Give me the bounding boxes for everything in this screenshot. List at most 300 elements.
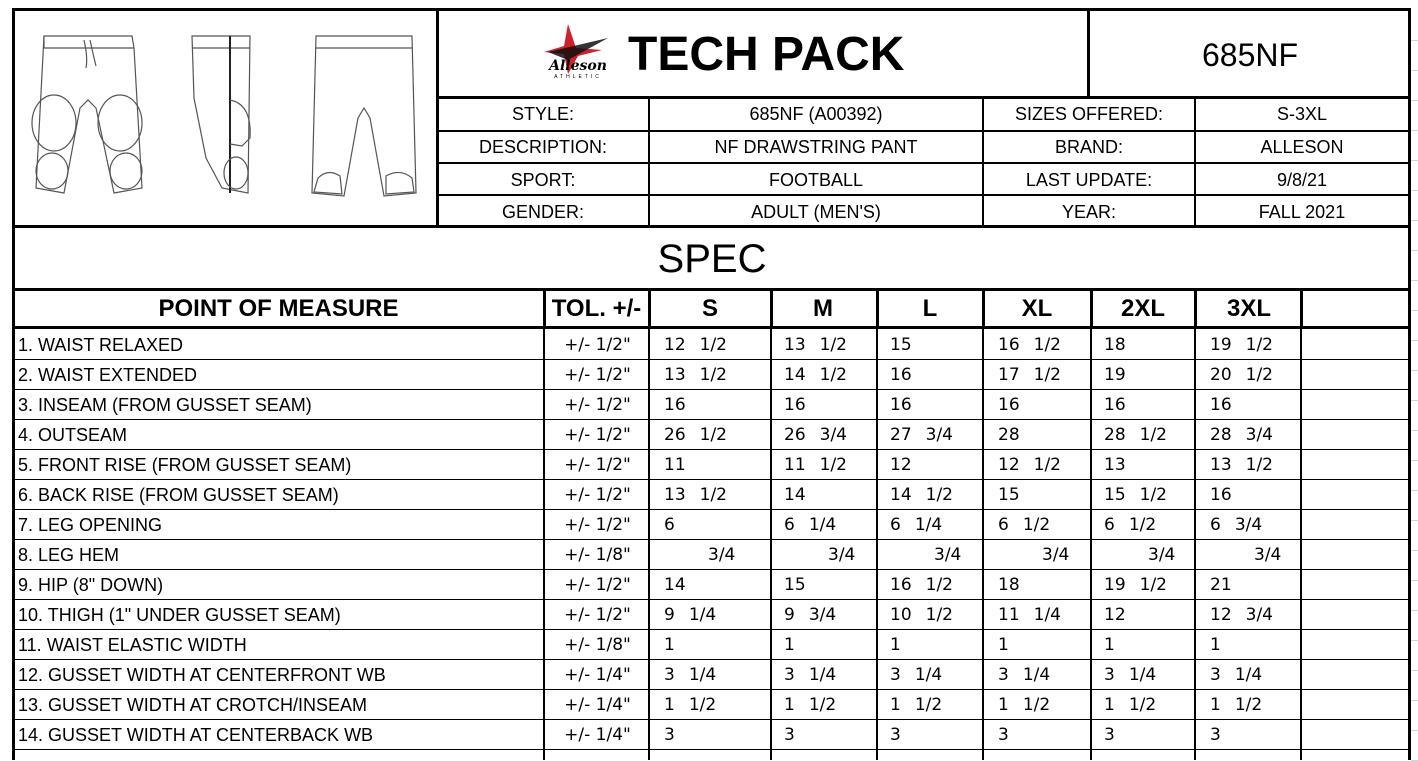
measurement-cell [1104,420,1196,450]
measurement-cell [664,570,770,600]
measurement-cell [664,330,770,360]
measurement-whole: 9 [784,605,795,625]
measurement-whole: 1 [1210,695,1221,715]
measurement-whole: 11 [784,455,806,475]
measurement-whole: 21 [1210,575,1232,595]
measurement-whole: 6 [890,515,901,535]
v-rule [648,96,650,226]
measurement-whole: 14 [784,485,806,505]
measurement-fraction: 3/4 [925,425,953,445]
measurement-cell [784,510,876,540]
measurement-whole: 9 [664,605,675,625]
measurement-whole: 18 [998,575,1020,595]
measurement-fraction: 3/4 [1234,515,1263,535]
tolerance: +/- 1/2" [564,365,631,385]
column-header: 3XL [1226,295,1271,322]
v-rule [1300,326,1302,760]
h-rule [436,96,1410,99]
measurement-cell [890,690,984,720]
measurement-cell [890,630,984,660]
measurement-fraction: 1/2 [819,455,847,475]
tolerance: +/- 1/2" [564,425,631,445]
measurement-cell [890,720,984,750]
measurement-fraction: 1/4 [808,665,837,685]
measurement-whole: 3 [1210,665,1221,685]
sheet-gridline [1411,160,1418,161]
measurement-whole: 12 [664,335,686,355]
measurement-fraction: 1/2 [1245,335,1273,355]
column-header: TOL. +/- [551,295,642,322]
pom-label: 10. THIGH (1" UNDER GUSSET SEAM) [18,604,341,625]
measurement-cell [1210,330,1302,360]
measurement-whole: 28 [998,425,1020,445]
v-rule [1408,8,1411,760]
measurement-fraction: 1/2 [1245,365,1273,385]
measurement-whole: 3 [1210,725,1221,745]
measurement-cell [664,540,770,570]
measurement-whole: 16 [664,395,686,415]
measurement-cell [1210,420,1302,450]
measurement-cell [1210,600,1302,630]
measurement-whole: 1 [890,635,901,655]
tolerance: +/- 1/4" [564,695,631,715]
measurement-whole: 16 [998,395,1020,415]
info-value: ADULT (MEN'S) [751,201,881,222]
h-rule [14,569,1408,570]
measurement-whole: 1 [664,635,675,655]
measurement-cell [1210,570,1302,600]
measurement-cell [998,330,1090,360]
pant-front-sketch-icon [32,36,142,193]
info-value: FOOTBALL [768,169,864,190]
info-label: BRAND: [1054,136,1123,157]
measurement-whole: 1 [1104,695,1115,715]
info-label: YEAR: [1061,201,1117,222]
h-rule [14,359,1408,360]
v-rule [648,326,650,760]
measurement-whole: 3 [664,725,675,745]
h-rule [14,509,1408,510]
tolerance: +/- 1/2" [564,455,631,475]
measurement-whole: 1 [784,635,795,655]
measurement-whole: 16 [784,395,806,415]
style-code: 685NF [1201,36,1299,73]
measurement-fraction: 1/2 [819,365,847,385]
h-rule [14,539,1408,540]
measurement-whole: 12 [998,455,1020,475]
measurement-cell [890,330,984,360]
measurement-cell [1210,630,1302,660]
measurement-cell [1210,480,1302,510]
column-header: L [922,295,938,322]
measurement-cell [890,480,984,510]
measurement-cell [664,390,770,420]
pom-label: 2. WAIST EXTENDED [18,364,198,385]
info-label: LAST UPDATE: [1025,169,1153,190]
column-header: M [813,295,833,322]
measurement-cell [664,720,770,750]
measurement-fraction: 1/2 [1033,365,1061,385]
measurement-whole: 20 [1210,365,1232,385]
measurement-cell [784,690,876,720]
measurement-fraction: 3/4 [828,545,856,565]
measurement-fraction: 1/4 [1128,665,1157,685]
tolerance: +/- 1/2" [564,395,631,415]
measurement-cell [998,390,1090,420]
pom-label: 9. HIP (8" DOWN) [18,574,164,595]
measurement-whole: 16 [890,395,912,415]
measurement-cell [664,360,770,390]
measurement-fraction: 1/2 [1139,425,1167,445]
v-rule [1087,8,1090,98]
v-rule [648,288,651,328]
h-rule [14,659,1408,660]
v-rule [1090,326,1092,760]
sheet-gridline [1411,310,1418,311]
measurement-cell [998,720,1090,750]
column-header: S [701,295,718,322]
measurement-cell [1104,540,1196,570]
measurement-fraction: 1/2 [688,695,717,715]
measurement-cell [1104,690,1196,720]
pom-label: 8. LEG HEM [18,544,120,565]
pant-sketches [14,8,438,226]
measurement-whole: 10 [890,605,912,625]
measurement-whole: 19 [1104,575,1126,595]
measurement-cell [998,360,1090,390]
measurement-fraction: 1/2 [1245,455,1273,475]
column-header: POINT OF MEASURE [158,295,399,322]
measurement-cell [784,330,876,360]
sheet-gridline [1411,70,1418,71]
measurement-cell [784,630,876,660]
measurement-whole: 26 [664,425,686,445]
sheet-gridline [1411,580,1418,581]
measurement-whole: 6 [664,515,675,535]
measurement-fraction: 1/2 [1128,515,1157,535]
measurement-cell [890,600,984,630]
measurement-fraction: 1/2 [1022,515,1051,535]
measurement-fraction: 1/2 [925,485,953,505]
measurement-fraction: 3/4 [934,545,962,565]
measurement-whole: 14 [784,365,806,385]
v-rule [982,288,985,328]
sheet-gridline [1411,130,1418,131]
measurement-fraction: 1/2 [1139,485,1167,505]
sheet-gridline [1411,550,1418,551]
v-rule [543,288,546,328]
measurement-cell [890,450,984,480]
tolerance: +/- 1/4" [564,725,631,745]
measurement-fraction: 3/4 [819,425,847,445]
measurement-whole: 13 [664,485,686,505]
measurement-cell [890,660,984,690]
v-rule [1300,288,1303,328]
measurement-cell [1104,630,1196,660]
v-rule [12,8,15,760]
column-header: XL [1021,295,1053,322]
measurement-fraction: 1/2 [1128,695,1157,715]
measurement-fraction: 1/2 [808,695,837,715]
sheet-gridline [1411,670,1418,671]
h-rule [12,225,1410,228]
measurement-fraction: 1/2 [699,425,727,445]
measurement-fraction: 1/4 [914,665,943,685]
measurement-fraction: 1/2 [819,335,847,355]
measurement-whole: 1 [784,695,795,715]
h-rule [14,419,1408,420]
pom-label: 6. BACK RISE (FROM GUSSET SEAM) [18,484,339,505]
measurement-whole: 3 [890,665,901,685]
h-rule [14,719,1408,720]
measurement-whole: 1 [998,695,1009,715]
pom-label: 1. WAIST RELAXED [18,334,184,355]
measurement-cell [784,540,876,570]
h-rule [12,288,1410,291]
measurement-fraction: 1/2 [914,695,943,715]
measurement-cell [1210,720,1302,750]
measurement-whole: 15 [1104,485,1126,505]
measurement-whole: 3 [998,725,1009,745]
measurement-whole: 15 [998,485,1020,505]
measurement-whole: 12 [890,455,912,475]
measurement-whole: 17 [998,365,1020,385]
h-rule [12,326,1410,329]
h-rule [14,8,1410,11]
measurement-fraction: 3/4 [1245,425,1273,445]
measurement-whole: 16 [890,365,912,385]
sheet-gridline [1411,190,1418,191]
h-rule [436,162,1410,164]
sheet-gridline [1411,250,1418,251]
measurement-fraction: 1/4 [1022,665,1051,685]
measurement-cell [998,570,1090,600]
measurement-fraction: 3/4 [1148,545,1176,565]
measurement-cell [1210,360,1302,390]
v-rule [770,326,772,760]
tolerance: +/- 1/2" [564,605,631,625]
column-header: 2XL [1120,295,1165,322]
h-rule [14,749,1408,750]
tolerance: +/- 1/4" [564,665,631,685]
measurement-cell [998,450,1090,480]
measurement-whole: 16 [1210,485,1232,505]
pom-label: 12. GUSSET WIDTH AT CENTERFRONT WB [18,664,386,685]
measurement-whole: 6 [998,515,1009,535]
measurement-cell [1104,330,1196,360]
measurement-whole: 14 [890,485,912,505]
measurement-cell [1210,510,1302,540]
measurement-cell [998,510,1090,540]
measurement-whole: 15 [890,335,912,355]
measurement-fraction: 1/2 [925,605,953,625]
measurement-cell [890,420,984,450]
h-rule [14,629,1408,630]
h-rule [14,689,1408,690]
document-title: TECH PACK [628,27,905,81]
tolerance: +/- 1/2" [564,485,631,505]
measurement-cell [998,480,1090,510]
measurement-fraction: 1/4 [808,515,837,535]
h-rule [14,479,1408,480]
measurement-cell [784,660,876,690]
measurement-cell [1104,720,1196,750]
measurement-whole: 15 [784,575,806,595]
h-rule [14,389,1408,390]
brand-logo-text: Alleson [549,58,607,74]
measurement-whole: 27 [890,425,912,445]
measurement-cell [890,510,984,540]
measurement-fraction: 3/4 [1042,545,1070,565]
measurement-cell [784,480,876,510]
info-label: DESCRIPTION: [478,136,607,157]
measurement-cell [664,480,770,510]
v-rule [982,326,984,760]
info-label: SIZES OFFERED: [1014,103,1164,124]
pant-side-sketch-icon [192,36,250,193]
measurement-cell [1210,540,1302,570]
measurement-whole: 19 [1104,365,1126,385]
measurement-whole: 1 [1104,635,1115,655]
pant-back-sketch-icon [312,36,416,196]
measurement-whole: 1 [890,695,901,715]
measurement-cell [664,660,770,690]
tolerance: +/- 1/2" [564,575,631,595]
v-rule [1194,96,1196,226]
measurement-whole: 1 [998,635,1009,655]
v-rule [543,326,545,760]
measurement-whole: 16 [1104,395,1126,415]
measurement-whole: 6 [784,515,795,535]
h-rule [436,194,1410,196]
measurement-whole: 3 [998,665,1009,685]
measurement-cell [784,720,876,750]
v-rule [770,288,773,328]
pom-label: 7. LEG OPENING [18,514,163,535]
measurement-cell [1210,450,1302,480]
measurement-whole: 11 [664,455,686,475]
info-value: FALL 2021 [1258,201,1346,222]
measurement-fraction: 1/2 [1033,455,1061,475]
measurement-whole: 13 [1210,455,1232,475]
measurement-cell [998,690,1090,720]
info-value: 9/8/21 [1276,169,1328,190]
measurement-cell [1210,690,1302,720]
measurement-cell [1104,390,1196,420]
measurement-whole: 26 [784,425,806,445]
sheet-gridline [1411,730,1418,731]
tolerance: +/- 1/8" [564,635,631,655]
v-rule [876,288,879,328]
h-rule [14,449,1408,450]
tolerance: +/- 1/8" [564,545,631,565]
measurement-fraction: 1/2 [1139,575,1167,595]
v-rule [1194,288,1197,328]
measurement-cell [890,390,984,420]
measurement-fraction: 1/4 [688,665,717,685]
measurement-cell [784,420,876,450]
measurement-cell [784,450,876,480]
sheet-gridline [1411,40,1418,41]
sheet-gridline [1411,430,1418,431]
tolerance: +/- 1/2" [564,515,631,535]
brand-logo-subtext: ATHLETIC [554,74,602,80]
measurement-whole: 12 [1210,605,1232,625]
measurement-cell [664,510,770,540]
info-value: 685NF (A00392) [749,103,883,124]
spec-title: SPEC [657,236,767,281]
sheet-gridline [1411,640,1418,641]
sheet-gridline [1411,610,1418,611]
measurement-fraction: 3/4 [1245,605,1273,625]
measurement-cell [1104,360,1196,390]
measurement-cell [664,450,770,480]
info-label: SPORT: [510,169,576,190]
measurement-fraction: 1/2 [925,575,953,595]
sheet-gridline [1411,370,1418,371]
measurement-cell [1210,660,1302,690]
measurement-fraction: 3/4 [1254,545,1282,565]
garment-sketch-panel [14,8,438,226]
measurement-whole: 1 [664,695,675,715]
measurement-whole: 3 [664,665,675,685]
info-label: GENDER: [501,201,584,222]
measurement-cell [1104,660,1196,690]
info-value: NF DRAWSTRING PANT [714,136,918,157]
measurement-cell [1104,600,1196,630]
info-value: S-3XL [1276,103,1328,124]
measurement-whole: 14 [664,575,686,595]
pom-label: 4. OUTSEAM [18,424,128,445]
v-rule [1090,288,1093,328]
sheet-gridline [1411,490,1418,491]
measurement-cell [998,540,1090,570]
v-rule [982,96,984,226]
measurement-cell [664,630,770,660]
measurement-cell [890,360,984,390]
measurement-whole: 13 [784,335,806,355]
info-label: STYLE: [511,103,575,124]
pom-label: 11. WAIST ELASTIC WIDTH [18,634,247,655]
measurement-whole: 28 [1210,425,1232,445]
measurement-fraction: 3/4 [708,545,736,565]
measurement-cell [890,570,984,600]
measurement-whole: 6 [1104,515,1115,535]
measurement-whole: 16 [1210,395,1232,415]
measurement-cell [890,540,984,570]
measurement-cell [998,660,1090,690]
pom-label: 3. INSEAM (FROM GUSSET SEAM) [18,394,312,415]
measurement-whole: 16 [998,335,1020,355]
measurement-cell [1104,450,1196,480]
measurement-fraction: 1/2 [699,365,727,385]
measurement-whole: 19 [1210,335,1232,355]
h-rule [436,130,1410,132]
measurement-whole: 1 [1210,635,1221,655]
tolerance: +/- 1/2" [564,335,631,355]
brand-logo [538,20,618,80]
v-rule [1194,326,1196,760]
sheet-gridline [1411,280,1418,281]
sheet-gridline [1411,460,1418,461]
sheet-gridline [1411,700,1418,701]
measurement-whole: 3 [1104,725,1115,745]
measurement-whole: 16 [890,575,912,595]
v-rule [876,326,878,760]
h-rule [14,599,1408,600]
measurement-fraction: 1/4 [688,605,717,625]
measurement-cell [664,600,770,630]
